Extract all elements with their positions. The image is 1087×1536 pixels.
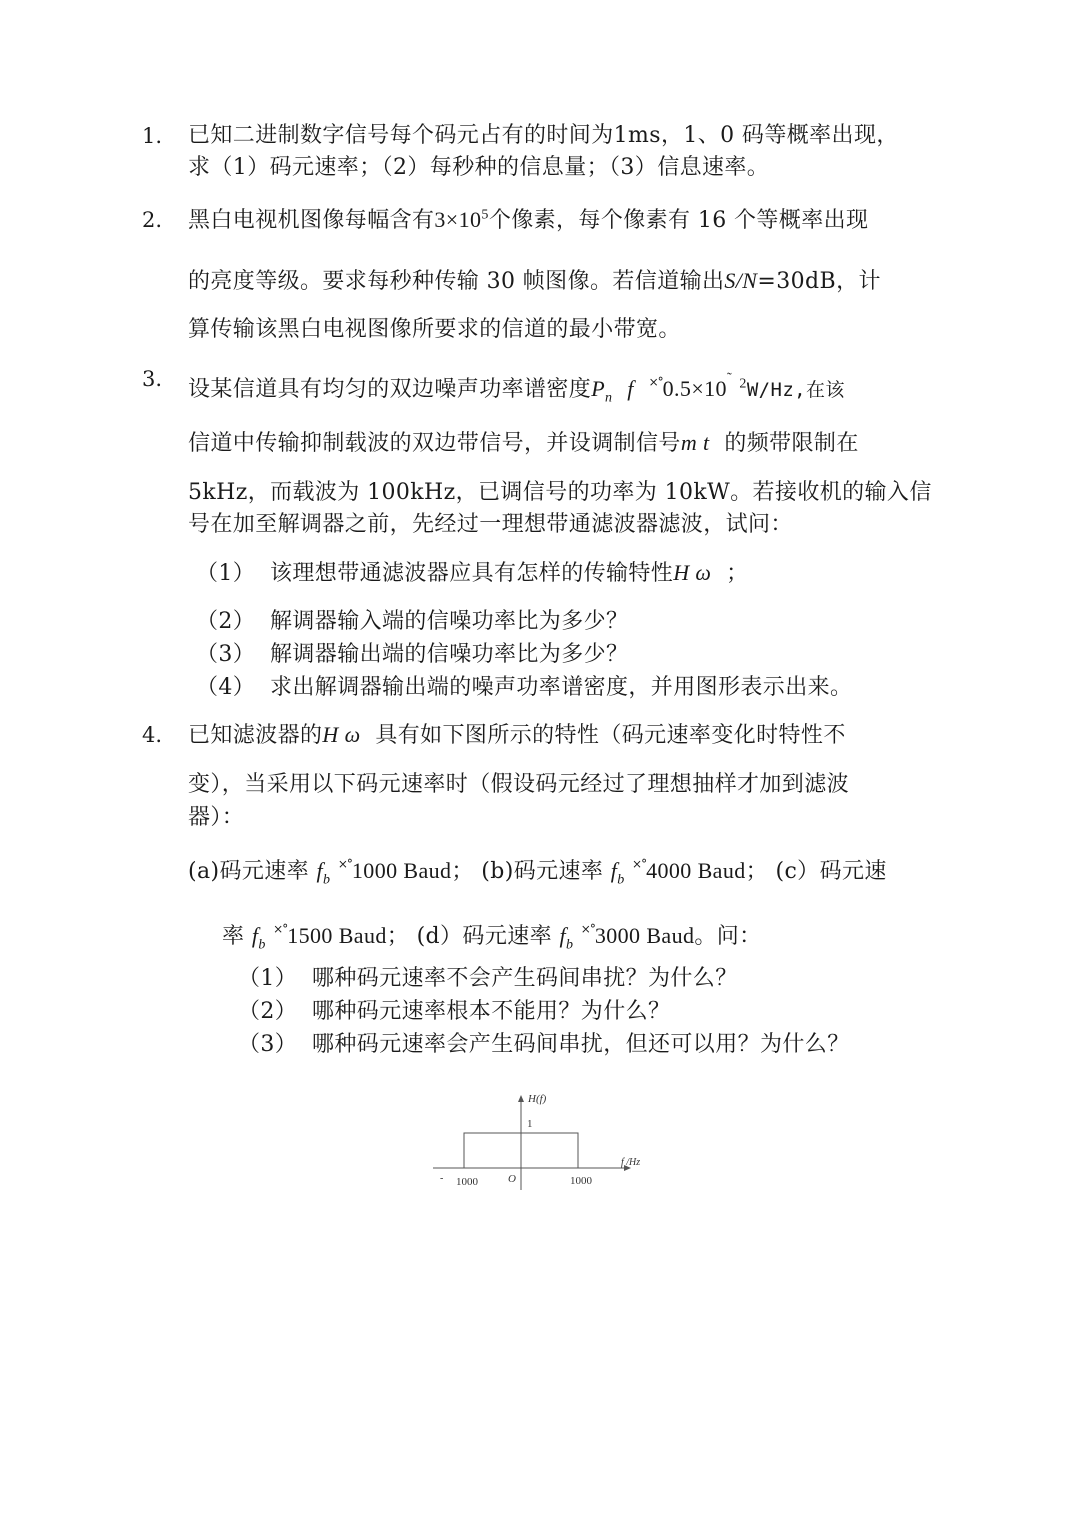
q3-sub4 [196,673,852,703]
level-one-label: 1 [527,1118,533,1130]
q4-text: 具有如下图所示的特性（码元速率变化时特性不 [375,723,846,748]
q3-line-4: 号在加至解调器之前，先经过一理想带通滤波器滤波，试问： [188,512,793,537]
q2-text: 的亮度等级。要求每秒种传输 30 帧图像。若信道输出 [188,269,725,294]
q4-fb-symbol: f [316,858,324,883]
q3-message-signal: m t [680,430,710,455]
q4-fb-symbol: f [559,923,566,948]
q4-rates-line-1 [188,849,887,887]
q4-rate-a-label: (a)码元速率 [188,859,310,884]
q4-rate-d-label: (d）码元速率 [416,924,553,949]
q4-equals-glyph: ×° [337,857,352,871]
q3-sub1 [196,558,749,589]
q3-transfer-function: H ω [673,560,712,585]
y-axis-arrow [518,1095,524,1102]
q4-rate-b-label: (b)码元速率 [481,859,604,884]
q3-text: 设某信道具有均匀的双边噪声功率谱密度 [188,377,592,402]
q4-sub3-text: 哪种码元速率会产生码间串扰，但还可以用？为什么？ [312,1032,850,1057]
q4-fb-symbol: f [251,923,259,948]
q4-line-1 [188,720,846,751]
q4-line-3: 器）： [188,805,245,830]
q4-rate-c-label-cont: 率 [222,924,245,949]
right-tick-label: 1000 [570,1175,592,1187]
q4-rate-d-value: 3000 Baud。问： [594,923,762,948]
q2-text: 个像素，每个像素有 16 个等概率出现 [488,208,869,233]
q4-sub2-text: 哪种码元速率根本不能用？为什么？ [312,999,671,1024]
q2-text: =30dB，计 [757,269,881,294]
q3-sub1-end: ； [726,561,749,586]
q3-psd-symbol: P [591,376,606,401]
q4-sub3 [238,1030,850,1060]
q4-fb-subscript: b [323,872,331,888]
filter-response-figure [428,1090,668,1200]
q4-transfer-function: H ω [322,722,361,747]
q4-rate-a-value: 1000 Baud； [351,858,474,883]
q4-equals-glyph: ×° [273,922,288,936]
q4-rate-b-value: 4000 Baud； [646,858,769,883]
q4-sub1-number: （1） [238,966,298,991]
q2-snr-symbol: S/N [724,268,758,293]
q3-text: 的频带限制在 [724,431,859,456]
origin-label: O [508,1173,516,1185]
q3-sub2 [196,607,628,637]
q3-equals-glyph: ×° [648,375,663,389]
q3-sub1-number: （1） [196,561,256,586]
filter-response-svg [428,1090,668,1200]
q3-sub4-text: 求出解调器输出端的噪声功率谱密度，并用图形表示出来。 [270,675,853,700]
q4-sub1 [238,964,738,994]
q3-line-2 [188,428,859,459]
q4-sub2 [238,997,670,1027]
q3-line-1 [188,364,845,405]
q4-fb-subscript: b [617,872,625,888]
q4-number: 4. [142,723,163,747]
q4-equals-glyph: ×° [580,922,595,936]
q3-sub2-number: （2） [196,609,256,634]
x-axis-label: f /Hz [621,1157,641,1168]
q4-fb-symbol: f [610,858,618,883]
q4-equals-glyph: ×° [632,857,647,871]
q3-sub2-text: 解调器输入端的信噪功率比为多少？ [270,609,629,634]
q2-text: 黑白电视机图像每幅含有 [188,208,435,233]
q3-psd-subscript: n [605,390,613,406]
q3-sub1-text: 该理想带通滤波器应具有怎样的传输特性 [270,561,674,586]
q4-rates-line-2 [222,914,762,952]
q3-sub3-text: 解调器输出端的信噪功率比为多少？ [270,642,629,667]
q1-line-1: 已知二进制数字信号每个码元占有的时间为1ms，1、0 码等概率出现， [188,123,899,148]
neg-sign-label: - [440,1173,444,1184]
q4-rate-c-label: (c）码元速 [775,859,887,884]
q4-fb-subscript: b [258,937,266,953]
q3-sub3-number: （3） [196,642,256,667]
q4-sub1-text: 哪种码元速率不会产生码间串扰？为什么？ [312,966,738,991]
q3-sub3 [196,640,628,670]
q2-line-1 [188,205,868,236]
q4-sub3-number: （3） [238,1032,298,1057]
q2-exponent: 5 [481,207,489,223]
q3-exponent: 2 [739,376,747,392]
q2-pixels-formula: 3×10 [434,207,482,232]
y-axis-label: H(f) [528,1093,547,1105]
q3-psd-value: 0.5×10 [662,376,727,401]
q1-line-2: 求（1）码元速率；（2）每秒种的信息量；（3）信息速率。 [188,155,770,180]
q4-text: 已知滤波器的 [188,723,323,748]
q4-line-2: 变），当采用以下码元速率时（假设码元经过了理想抽样才加到滤波 [188,772,850,797]
q1-number: 1. [142,124,163,148]
q4-rate-c-value: 1500 Baud； [287,923,410,948]
q4-sub2-number: （2） [238,999,298,1024]
q2-number: 2. [142,208,163,232]
left-tick-label: 1000 [456,1176,478,1188]
q3-minus-glyph: ˜ [726,371,732,386]
q3-number: 3. [142,367,163,391]
q3-line-3: 5kHz，而载波为 100kHz，已调信号的功率为 10kW。若接收机的输入信 [188,480,932,505]
q3-text: W/Hz,在该 [746,379,845,401]
q2-line-2 [188,266,881,297]
q3-f-symbol: f [627,376,634,401]
q3-text: 信道中传输抑制载波的双边带信号，并设调制信号 [188,431,681,456]
q2-line-3: 算传输该黑白电视图像所要求的信道的最小带宽。 [188,317,681,342]
q3-sub4-number: （4） [196,675,256,700]
q4-fb-subscript: b [565,937,574,953]
